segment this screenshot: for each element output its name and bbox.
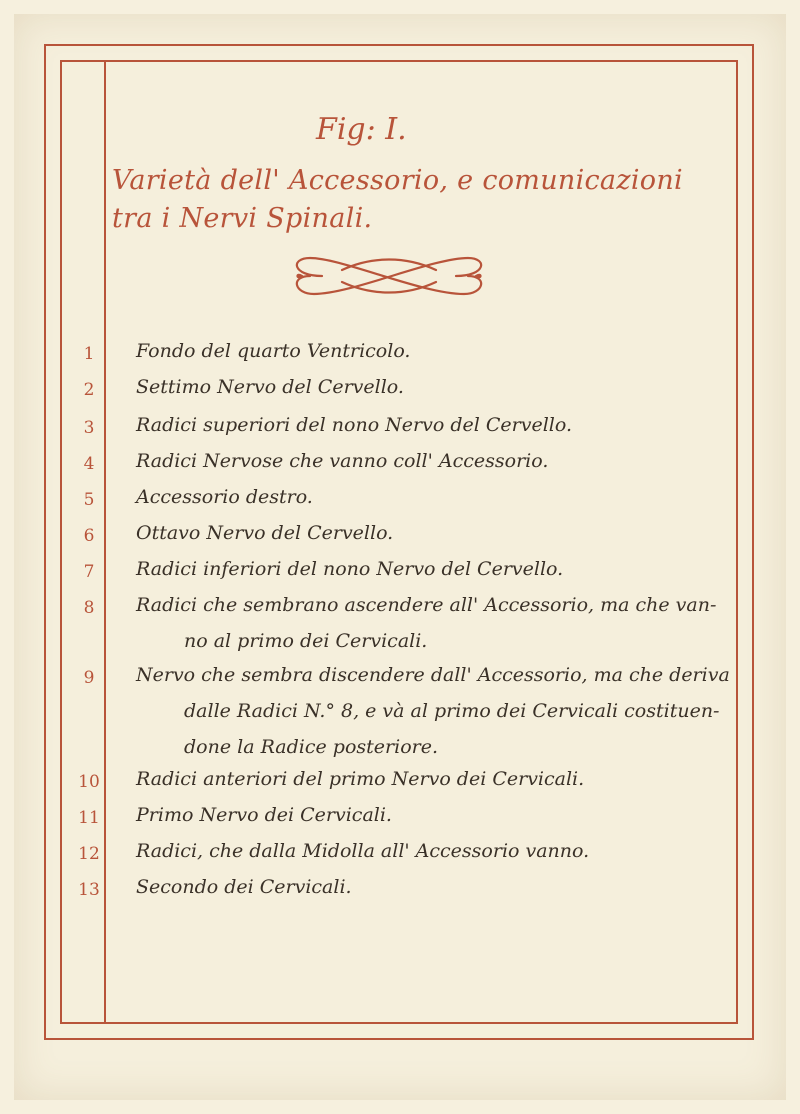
item-number: 11: [78, 808, 100, 828]
item-text: Fondo del quarto Ventricolo.: [136, 340, 411, 362]
item-text: Secondo dei Cervicali.: [136, 876, 352, 898]
figure-label: Fig: I.: [316, 112, 407, 147]
page-title: Varietà dell' Accessorio, e comunicazioni tra i Nervi Spinali.: [112, 165, 683, 234]
item-number: 12: [78, 844, 100, 864]
item-text-continued: done la Radice posteriore.: [184, 736, 438, 758]
item-text: Radici anteriori del primo Nervo dei Cervicali.: [136, 768, 585, 790]
item-text: Settimo Nervo del Cervello.: [136, 376, 404, 398]
item-number: 5: [83, 490, 95, 510]
item-text: Ottavo Nervo del Cervello.: [136, 522, 394, 544]
item-text: Primo Nervo dei Cervicali.: [136, 804, 392, 826]
flourish-ornament-icon: [282, 246, 496, 306]
item-text: Radici superiori del nono Nervo del Cervello.: [136, 414, 572, 436]
item-text: Radici inferiori del nono Nervo del Cervello.: [136, 558, 564, 580]
item-number: 13: [78, 880, 100, 900]
item-number: 4: [83, 454, 95, 474]
item-number: 7: [83, 562, 95, 582]
item-text: Accessorio destro.: [136, 486, 313, 508]
item-number: 9: [83, 668, 95, 688]
item-text-continued: no al primo dei Cervicali.: [184, 630, 428, 652]
item-text: Radici, che dalla Midolla all' Accessorio vanno.: [136, 840, 590, 862]
item-number: 8: [83, 598, 95, 618]
item-text: Radici che sembrano ascendere all' Accessorio, ma che van-: [136, 594, 717, 616]
item-number: 2: [83, 380, 95, 400]
item-number: 6: [83, 526, 95, 546]
item-number: 1: [83, 344, 95, 364]
item-text: Nervo che sembra discendere dall' Accessorio, ma che deriva: [136, 664, 730, 686]
item-text: Radici Nervose che vanno coll' Accessorio.: [136, 450, 549, 472]
item-number: 10: [78, 772, 100, 792]
item-number: 3: [83, 418, 95, 438]
item-text-continued: dalle Radici N.° 8, e và al primo dei Cervicali costituen-: [184, 700, 720, 722]
